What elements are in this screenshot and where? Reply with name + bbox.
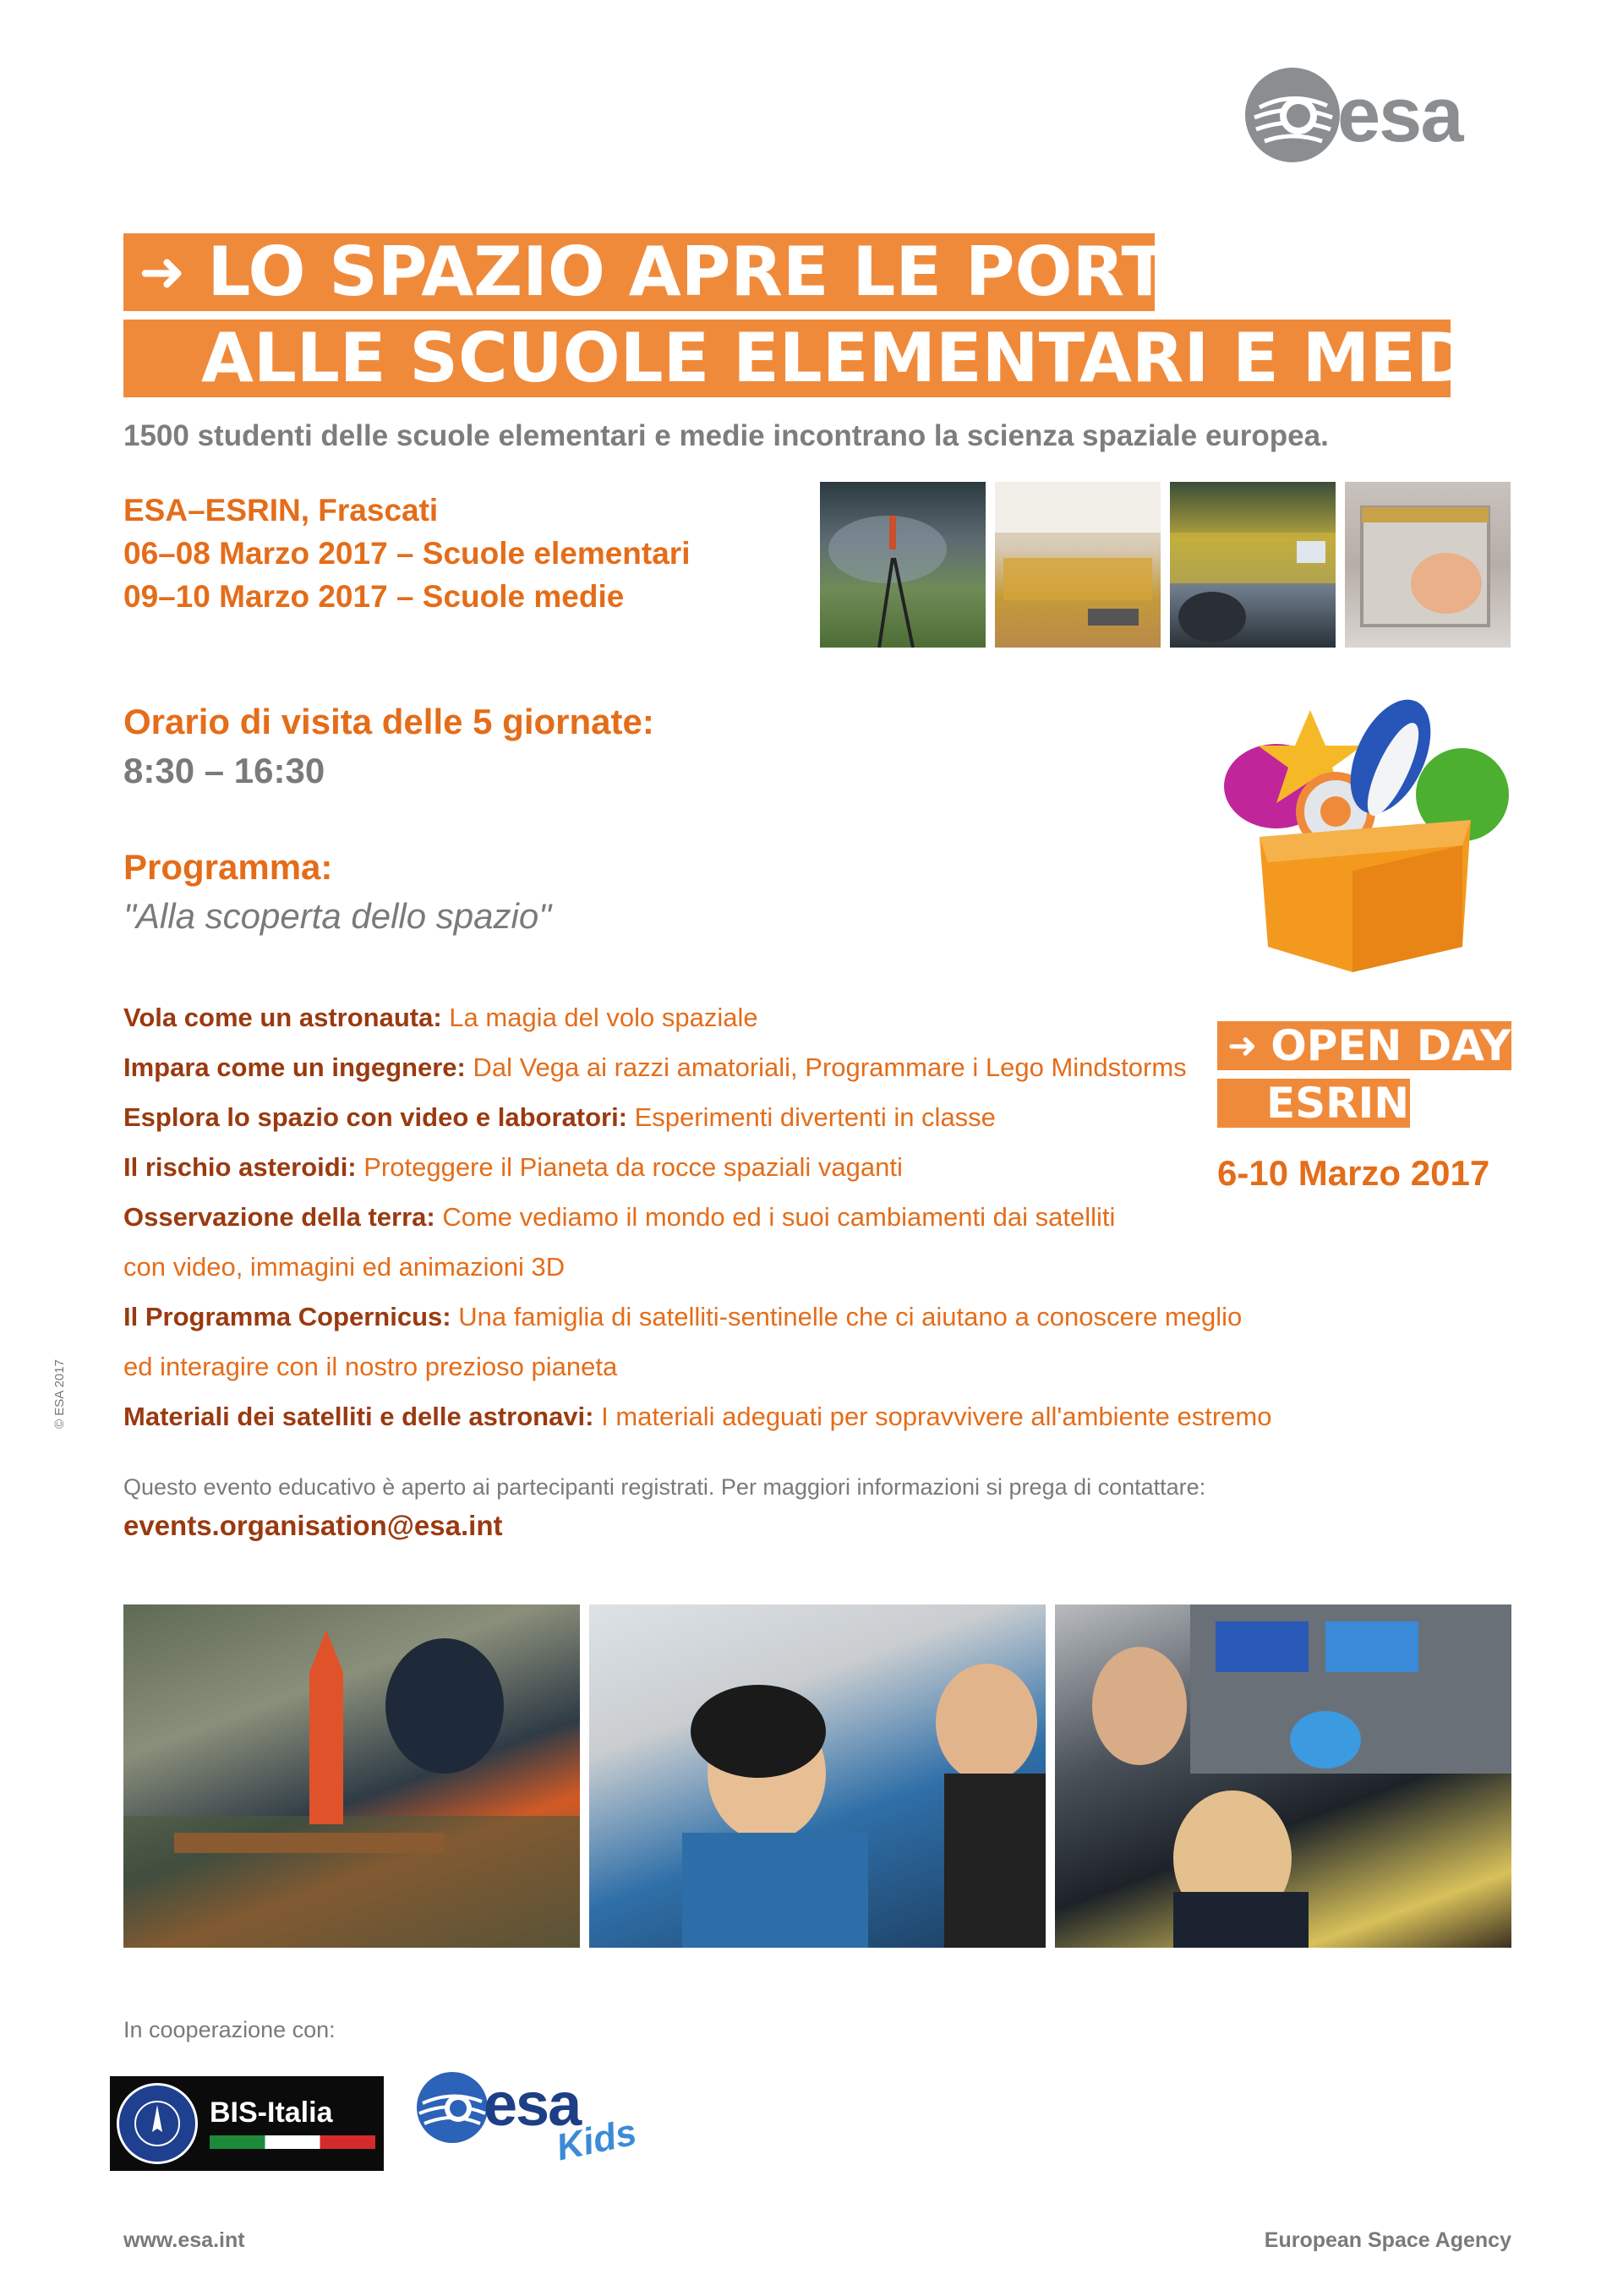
esa-emblem-icon (1243, 65, 1342, 165)
esa-kids-logo (414, 2069, 651, 2179)
list-item (123, 1092, 1271, 1142)
subtitle: 1500 studenti delle scuole elementari e medie incontrano la scienza spaziale europea. (123, 419, 1329, 452)
photo-rocket-launch (820, 482, 986, 648)
contact-email[interactable]: events.organisation@esa.int (123, 1510, 503, 1541)
photo-hand-box (1345, 482, 1511, 648)
open-days-label: OPEN DAYS (1271, 1021, 1542, 1070)
list-item (123, 1042, 1271, 1092)
open-days-dates: 6-10 Marzo 2017 (1217, 1153, 1490, 1193)
title-banner-line-1 (123, 232, 1214, 311)
copyright-note: © ESA 2017 (52, 1359, 67, 1429)
item-value: Come vediamo il mondo ed i suoi cambiamenti dai satelliti (434, 1202, 1116, 1232)
list-item (123, 1192, 1271, 1242)
item-key: Il rischio asteroidi: (123, 1152, 357, 1182)
esrin-label: ESRIN (1266, 1079, 1410, 1128)
gift-box-illustration (1209, 693, 1513, 998)
arrow-right-icon: ➜ (1227, 1025, 1258, 1066)
programme-subtitle: "Alla scoperta dello spazio" (123, 896, 552, 936)
list-item (123, 992, 1271, 1042)
item-key: Osservazione della terra: (123, 1202, 435, 1232)
photo-audience-3d-glasses (1170, 482, 1336, 648)
arrow-right-icon: ➜ (139, 239, 186, 304)
item-value: Proteggere il Pianeta da rocce spaziali vaganti (356, 1152, 903, 1182)
photo-rocket-workshop (123, 1604, 580, 1948)
footer-agency: European Space Agency (1264, 2228, 1511, 2252)
cooperation-label: In cooperazione con: (123, 2017, 336, 2042)
item-key: Vola come un astronauta: (123, 1003, 442, 1032)
list-item (123, 1342, 1271, 1391)
esa-kids-kids: Kids (552, 2111, 641, 2169)
bis-italia-name: BIS-Italia (210, 2096, 333, 2129)
programme-list (123, 992, 1271, 1441)
event-dates-middle: 09–10 Marzo 2017 – Scuole medie (123, 579, 625, 614)
italian-flag-stripe (210, 2135, 375, 2149)
item-value: Esperimenti divertenti in classe (627, 1102, 996, 1132)
list-item (123, 1242, 1271, 1292)
item-value: con video, immagini ed animazioni 3D (123, 1252, 566, 1282)
photo-kids-cameras (589, 1604, 1046, 1948)
title-banner-line-2 (123, 319, 1544, 397)
list-item (123, 1391, 1271, 1441)
list-item (123, 1142, 1271, 1192)
event-location: ESA–ESRIN, Frascati (123, 493, 439, 528)
item-key: Impara come un ingegnere: (123, 1052, 466, 1082)
info-note: Questo evento educativo è aperto ai partecipanti registrati. Per maggiori informazioni si prega di contattare: (123, 1474, 1206, 1500)
open-days-banner (1217, 1021, 1542, 1070)
programme-heading: Programma: (123, 847, 333, 887)
item-value: La magia del volo spaziale (441, 1003, 758, 1032)
photo-control-panel (1055, 1604, 1511, 1948)
photo-classroom-kids (995, 482, 1161, 648)
esa-wordmark: esa (1337, 71, 1462, 158)
bis-seal-icon (117, 2083, 198, 2164)
esa-kids-emblem-icon (414, 2069, 490, 2146)
bis-italia-logo (110, 2076, 384, 2171)
item-key: Materiali dei satelliti e delle astronavi: (123, 1402, 594, 1431)
item-value: Dal Vega ai razzi amatoriali, Programmare i Lego Mindstorms (465, 1052, 1187, 1082)
item-value: ed interagire con il nostro prezioso pianeta (123, 1352, 618, 1381)
esa-kids-wordmark: esa (484, 2071, 581, 2139)
item-value: Una famiglia di satelliti-sentinelle che ci aiutano a conoscere meglio (451, 1302, 1243, 1331)
list-item (123, 1292, 1271, 1342)
item-key: Esplora lo spazio con video e laboratori: (123, 1102, 628, 1132)
item-value: I materiali adeguati per sopravvivere all'ambiente estremo (593, 1402, 1272, 1431)
title-line-1: LO SPAZIO APRE LE PORTE (207, 232, 1214, 311)
esrin-banner (1217, 1079, 1410, 1128)
footer-website[interactable]: www.esa.int (123, 2228, 245, 2252)
schedule-heading: Orario di visita delle 5 giornate: (123, 702, 654, 741)
esa-logo (1243, 66, 1513, 163)
event-info (123, 489, 690, 618)
item-key: Il Programma Copernicus: (123, 1302, 451, 1331)
schedule-time: 8:30 – 16:30 (123, 751, 325, 790)
event-dates-elementary: 06–08 Marzo 2017 – Scuole elementari (123, 536, 691, 571)
title-line-2: ALLE SCUOLE ELEMENTARI E MEDIE (201, 319, 1544, 397)
